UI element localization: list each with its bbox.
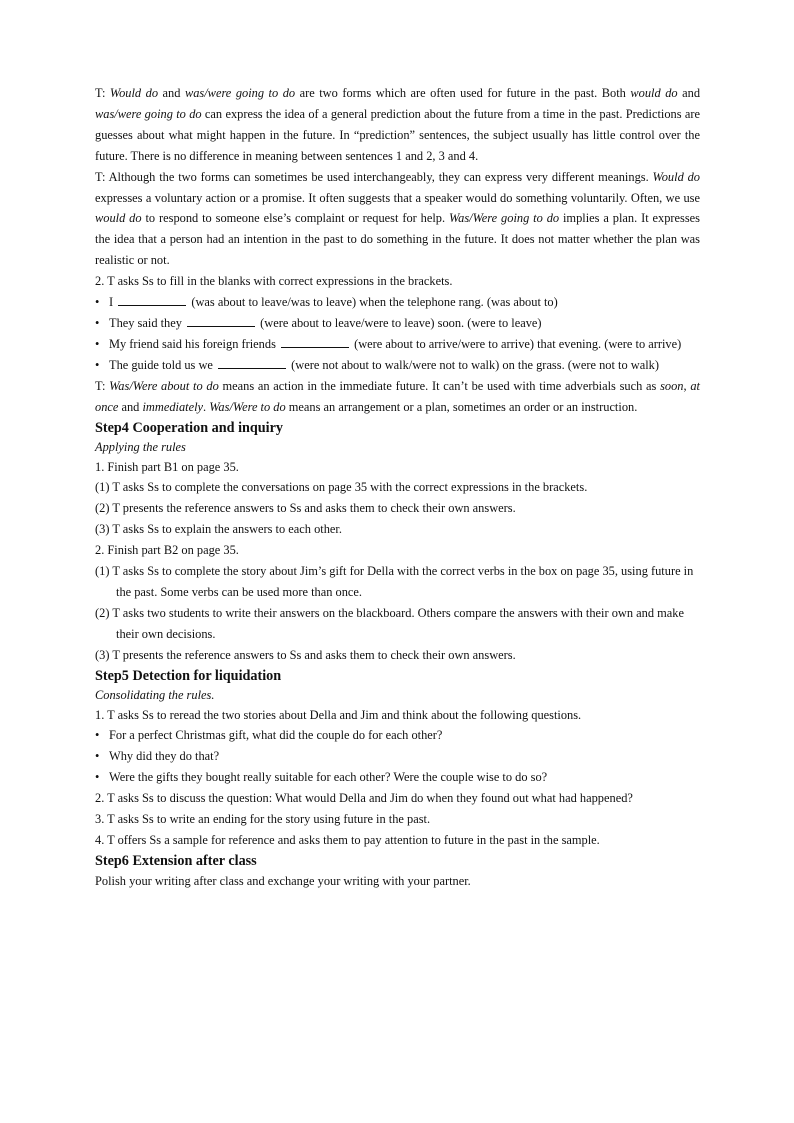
text: (was about to leave/was to leave) when the telephone rang. (was about to)	[188, 295, 558, 310]
step4-subheading: Applying the rules	[95, 439, 186, 454]
term-would-do: would do	[630, 86, 678, 100]
text: ,	[683, 378, 691, 393]
text: implies a plan. It expresses the idea that a person had an intention in the past to do something in the future. It does not matter whether the plan was realistic or not.	[95, 211, 701, 268]
text: are two forms which are often used for future in the past. Both	[295, 86, 631, 100]
text: expresses a voluntary action or a promise. It often suggests that a speaker would do something voluntarily. Often, we use	[95, 190, 700, 205]
bullet-icon: •	[95, 770, 100, 785]
step5-line-2: 2. T asks Ss to discuss the question: What would Della and Jim do when they found out what had happened?	[95, 791, 633, 806]
text: .	[203, 399, 210, 414]
text: and	[118, 399, 143, 414]
text: means an arrangement or a plan, sometimes an order or an instruction.	[285, 399, 638, 414]
term-was-going-to: was/were going to do	[184, 86, 296, 100]
exercise-item-1	[95, 292, 700, 313]
step4-line: 1. Finish part B1 on page 35.	[95, 459, 239, 474]
bullet-icon: •	[95, 728, 100, 743]
bullet-icon: •	[95, 749, 100, 764]
text: can express the idea of a general prediction about the future from a time in the past. Predictions are guesses about what might happen in the future. In “prediction” sentences, the subject usually has little control over the future. There is no difference in meaning between sentences 1 and 2, 3 and 4.	[95, 106, 700, 163]
term-would-do: Would do	[652, 169, 701, 184]
step5-heading: Step5 Detection for liquidation	[95, 667, 282, 684]
term-would-do: Would do	[109, 86, 159, 100]
task-fill-blanks: 2. T asks Ss to fill in the blanks with correct expressions in the brackets.	[95, 274, 453, 289]
text: My friend said his foreign friends	[109, 336, 279, 351]
bullet-icon: •	[95, 357, 100, 372]
question-item-2	[95, 746, 700, 767]
answer-blank	[281, 335, 349, 348]
step4-line: (1) T asks Ss to complete the story about Jim’s gift for Della with the correct verbs in the box on page 35, using future in the past. Some verbs can be used more than once.	[95, 564, 694, 599]
step6-heading: Step6 Extension after class	[95, 852, 257, 869]
text: Why did they do that?	[109, 749, 220, 764]
step4-heading: Step4 Cooperation and inquiry	[95, 419, 284, 436]
step4-line: (3) T presents the reference answers to Ss and asks them to check their own answers.	[95, 647, 516, 662]
document-page	[95, 83, 700, 892]
text: Were the gifts they bought really suitable for each other? Were the couple wise to do so?	[109, 770, 548, 785]
bullet-icon: •	[95, 315, 100, 330]
step4-line: (2) T presents the reference answers to Ss and asks them to check their own answers.	[95, 501, 516, 516]
paragraph-meanings	[95, 167, 700, 272]
text: (were about to arrive/were to arrive) that evening. (were to arrive)	[351, 336, 682, 351]
step5-line-3: 3. T asks Ss to write an ending for the story using future in the past.	[95, 812, 431, 827]
answer-blank	[218, 356, 286, 369]
text: means an action in the immediate future. It can’t be used with time adverbials such as	[218, 378, 661, 393]
paragraph-forms-intro	[95, 83, 700, 167]
answer-blank	[118, 293, 186, 306]
bullet-icon: •	[95, 336, 100, 351]
exercise-item-2	[95, 313, 700, 334]
step6-text: Polish your writing after class and exchange your writing with your partner.	[95, 873, 471, 888]
step4-line: (3) T asks Ss to explain the answers to each other.	[95, 522, 342, 537]
exercise-item-4	[95, 355, 700, 376]
exercise-item-3	[95, 334, 700, 355]
term-was-going-to: was/were going to do	[95, 106, 202, 121]
text: and	[158, 86, 185, 100]
text: The guide told us we	[109, 357, 217, 372]
step4-line: 2. Finish part B2 on page 35.	[95, 543, 239, 558]
text: (were about to leave/were to leave) soon. (were to leave)	[257, 315, 542, 330]
step4-line: (1) T asks Ss to complete the conversations on page 35 with the correct expressions in the brackets.	[95, 480, 588, 495]
paragraph-about-to	[95, 376, 700, 418]
step5-subheading: Consolidating the rules.	[95, 687, 215, 702]
term-soon: soon	[660, 378, 684, 393]
question-item-3	[95, 767, 700, 788]
text: I	[109, 295, 117, 310]
text: They said they	[109, 315, 186, 330]
term-would-do: would do	[95, 211, 142, 226]
text: For a perfect Christmas gift, what did the couple do for each other?	[109, 728, 443, 743]
answer-blank	[187, 314, 255, 327]
term-were-to-do: Was/Were to do	[209, 399, 286, 414]
text: T: Although the two forms can sometimes be used interchangeably, they can express very different meanings.	[95, 169, 653, 184]
text: to respond to someone else’s complaint or request for help.	[141, 211, 449, 226]
text: T:	[95, 86, 110, 100]
term-immediately: immediately	[142, 399, 204, 414]
step4-line: (2) T asks two students to write their answers on the blackboard. Others compare the answers with their own and make their own decisions.	[95, 605, 684, 641]
question-item-1	[95, 725, 700, 746]
bullet-icon: •	[95, 295, 100, 310]
term-was-going-to: Was/Were going to do	[448, 211, 560, 226]
step5-line-4: 4. T offers Ss a sample for reference and asks them to pay attention to future in the past in the sample.	[95, 833, 600, 847]
term-about-to: Was/Were about to do	[109, 378, 219, 393]
text: T:	[95, 378, 110, 393]
text: and	[677, 86, 701, 100]
text: (were not about to walk/were not to walk) on the grass. (were not to walk)	[288, 357, 659, 372]
term-at-once: at once	[95, 378, 700, 414]
step5-line-1: 1. T asks Ss to reread the two stories about Della and Jim and think about the following questions.	[95, 707, 582, 722]
